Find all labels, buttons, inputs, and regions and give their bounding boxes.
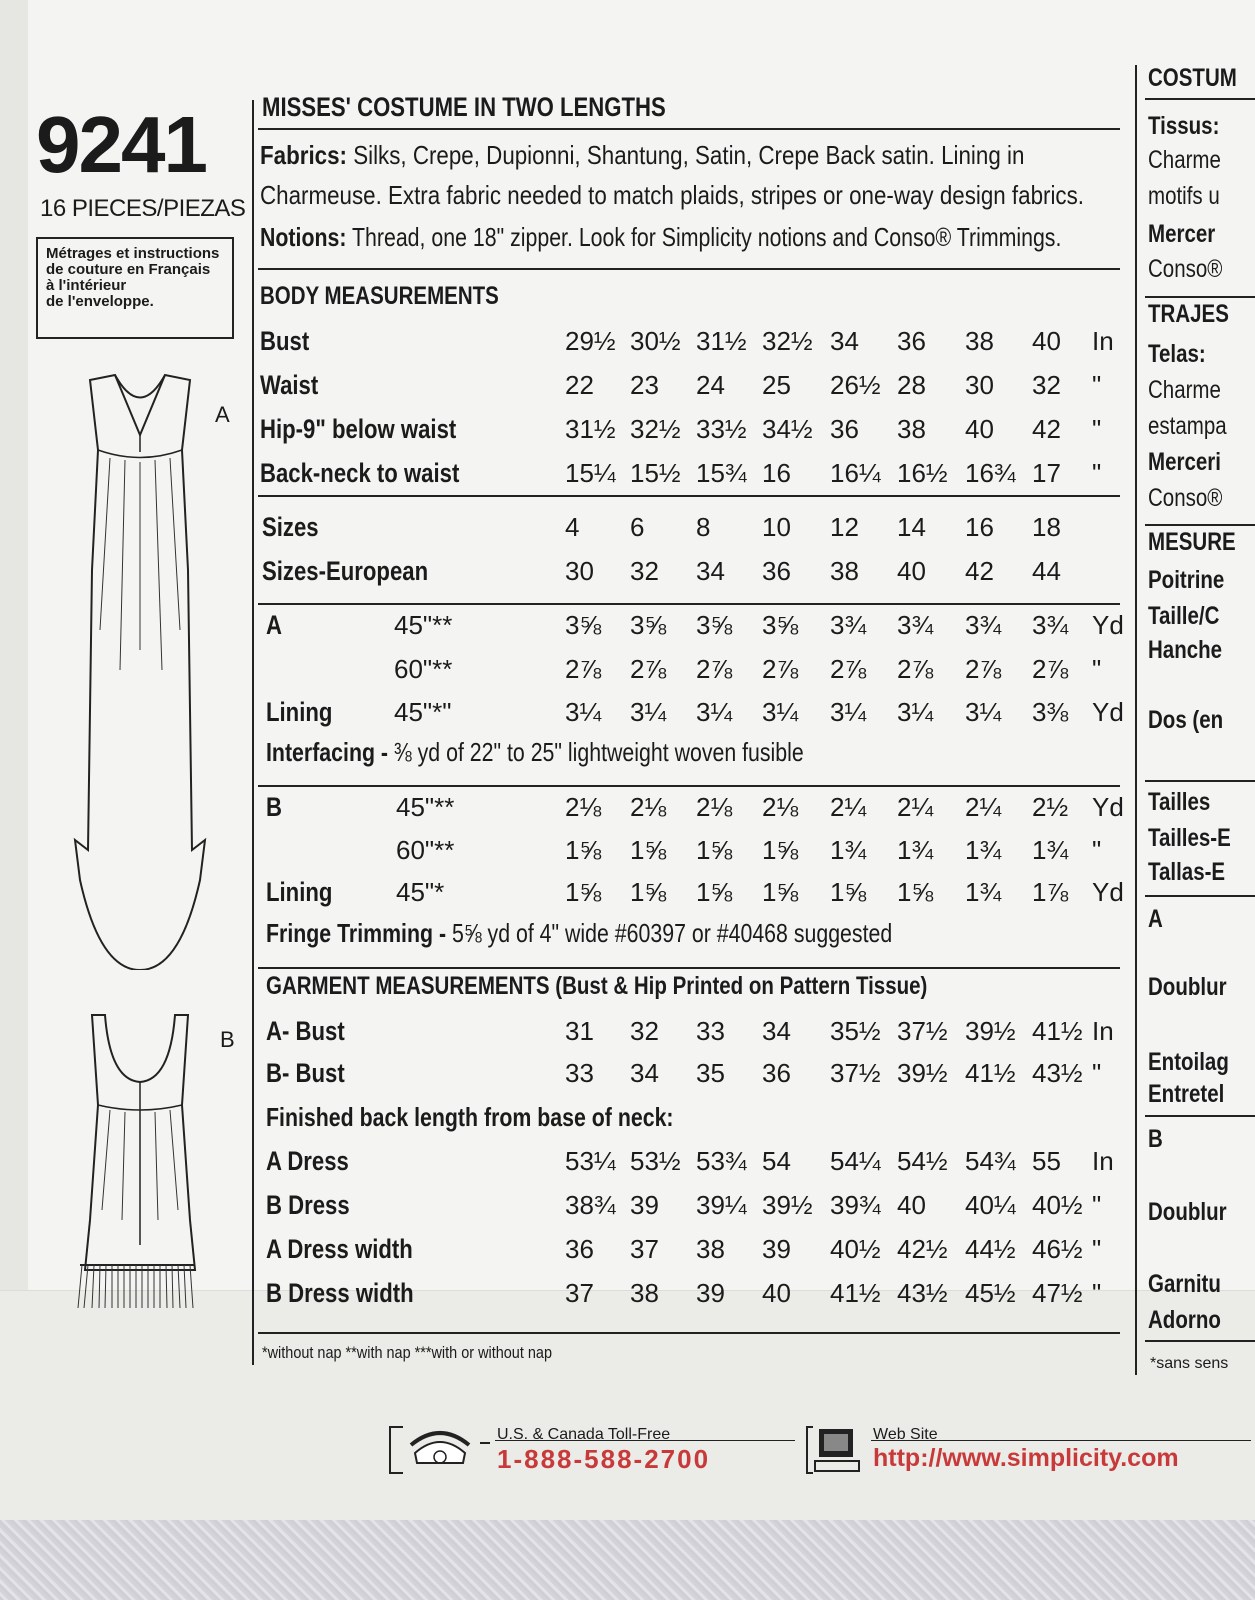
table-cell: 34: [762, 1016, 791, 1046]
table-cell: 32½: [762, 326, 813, 356]
table-cell: 40: [897, 1190, 926, 1220]
table-cell: 3¾: [965, 610, 1002, 640]
background-surface: [0, 1520, 1255, 1600]
table-cell: 2¼: [897, 792, 934, 822]
right-column-text: Hanche: [1148, 636, 1223, 664]
table-cell: 3¼: [897, 697, 934, 727]
row-label: A Dress: [266, 1146, 349, 1176]
table-cell: 2⅞: [630, 654, 667, 684]
unit-label: ": [1092, 458, 1102, 488]
table-cell: 36: [830, 414, 859, 444]
table-cell: 53¾: [696, 1146, 747, 1176]
right-column-text: Mercer: [1148, 220, 1216, 248]
table-cell: 1¾: [965, 835, 1002, 865]
right-footnote: *sans sens: [1150, 1355, 1229, 1372]
table-cell: 12: [830, 512, 859, 542]
table-cell: 28: [897, 370, 926, 400]
right-column-text: Entretel: [1148, 1080, 1225, 1108]
table-cell: 1⅞: [1032, 877, 1069, 907]
row-label: B Dress: [266, 1190, 350, 1220]
row-label: Sizes: [262, 512, 319, 542]
table-cell: 39½: [965, 1016, 1016, 1046]
table-cell: 42: [965, 556, 994, 586]
table-cell: 1⅝: [565, 877, 602, 907]
fabrics-line-1: Fabrics: Silks, Crepe, Dupionni, Shantung, Satin, Crepe Back satin. Lining in: [260, 140, 1025, 170]
toll-free-number[interactable]: 1-888-588-2700: [497, 1444, 711, 1474]
table-cell: 2⅛: [696, 792, 733, 822]
table-cell: 33: [565, 1058, 594, 1088]
row-label: Bust: [260, 326, 310, 356]
table-cell: 40¼: [965, 1190, 1016, 1220]
table-cell: 2⅞: [1032, 654, 1069, 684]
fabric-width: 60"**: [394, 654, 453, 684]
table-cell: 40: [965, 414, 994, 444]
table-cell: 1¾: [965, 877, 1002, 907]
web-site-label: Web Site: [873, 1426, 938, 1443]
table-cell: 54: [762, 1146, 791, 1176]
table-cell: 54¾: [965, 1146, 1016, 1176]
website-contact: [805, 1418, 1255, 1488]
body-measurements-heading: BODY MEASUREMENTS: [260, 282, 499, 310]
nap-footnote: *without nap **with nap ***with or without nap: [262, 1343, 552, 1362]
row-label: Hip-9" below waist: [260, 414, 457, 444]
table-cell: 30½: [630, 326, 681, 356]
unit-label: ": [1092, 1058, 1102, 1088]
table-cell: 2⅛: [630, 792, 667, 822]
unit-label: Yd: [1092, 697, 1124, 727]
table-cell: 2⅛: [565, 792, 602, 822]
table-cell: 30: [565, 556, 594, 586]
unit-label: ": [1092, 414, 1102, 444]
table-cell: 2⅛: [762, 792, 799, 822]
pattern-title: MISSES' COSTUME IN TWO LENGTHS: [262, 92, 666, 122]
table-cell: 1⅝: [696, 835, 733, 865]
table-cell: 44½: [965, 1234, 1016, 1264]
view-a-dress-sketch: [70, 370, 210, 970]
column-divider-right: [1135, 65, 1137, 1375]
table-cell: 4: [565, 512, 580, 542]
table-cell: 37½: [830, 1058, 881, 1088]
table-cell: 17: [1032, 458, 1061, 488]
view-b-dress-sketch: [70, 1010, 210, 1310]
pieces-count: 16 PIECES/PIEZAS: [40, 195, 246, 222]
french-instructions-note: Métrages et instructions de couture en Français à l'intérieur de l'enveloppe.: [36, 237, 234, 339]
table-cell: 39¾: [830, 1190, 881, 1220]
table-cell: 54½: [897, 1146, 948, 1176]
table-cell: 16¾: [965, 458, 1016, 488]
right-column-text: B: [1148, 1125, 1163, 1153]
table-cell: 15½: [630, 458, 681, 488]
table-cell: 45½: [965, 1278, 1016, 1308]
table-cell: 40: [762, 1278, 791, 1308]
table-cell: 37: [565, 1278, 594, 1308]
right-column-text: Telas:: [1148, 340, 1206, 368]
row-label: Lining: [266, 697, 333, 727]
table-cell: 37½: [897, 1016, 948, 1046]
table-cell: 3⅜: [1032, 697, 1069, 727]
table-cell: 32½: [630, 414, 681, 444]
table-cell: 32: [630, 556, 659, 586]
unit-label: In: [1092, 1146, 1114, 1176]
table-cell: 47½: [1032, 1278, 1083, 1308]
table-cell: 2¼: [965, 792, 1002, 822]
table-cell: 42½: [897, 1234, 948, 1264]
table-cell: 8: [696, 512, 711, 542]
row-label: Sizes-European: [262, 556, 429, 586]
telephone-icon: [385, 1423, 495, 1478]
table-cell: 2½: [1032, 792, 1069, 822]
table-cell: 38¾: [565, 1190, 616, 1220]
unit-label: Yd: [1092, 792, 1124, 822]
table-cell: 2⅞: [565, 654, 602, 684]
right-column-text: Tissus:: [1148, 112, 1220, 140]
table-cell: 53¼: [565, 1146, 616, 1176]
toll-free-contact: [385, 1418, 805, 1488]
row-label: A- Bust: [266, 1016, 345, 1046]
fabric-width: 45"**: [394, 610, 453, 640]
table-cell: 16: [965, 512, 994, 542]
row-label: B: [266, 792, 282, 822]
table-cell: 40½: [830, 1234, 881, 1264]
row-label: Lining: [266, 877, 333, 907]
view-b-label: B: [220, 1027, 235, 1052]
unit-label: ": [1092, 1234, 1102, 1264]
table-cell: 10: [762, 512, 791, 542]
fringe-trimming-line: Fringe Trimming - 5⅝ yd of 4" wide #60397 or #40468 suggested: [266, 918, 893, 948]
unit-label: ": [1092, 654, 1102, 684]
table-cell: 1⅝: [762, 877, 799, 907]
right-column-text: motifs u: [1148, 182, 1220, 210]
table-cell: 1⅝: [565, 835, 602, 865]
table-cell: 3¼: [630, 697, 667, 727]
row-label: B- Bust: [266, 1058, 345, 1088]
table-cell: 40½: [1032, 1190, 1083, 1220]
table-cell: 14: [897, 512, 926, 542]
table-cell: 33: [696, 1016, 725, 1046]
unit-label: Yd: [1092, 610, 1124, 640]
right-column-text: Doublur: [1148, 1198, 1227, 1226]
row-label: Waist: [260, 370, 319, 400]
table-cell: 38: [965, 326, 994, 356]
table-cell: 1⅝: [696, 877, 733, 907]
table-cell: 2⅞: [965, 654, 1002, 684]
table-cell: 33½: [696, 414, 747, 444]
table-cell: 2⅞: [696, 654, 733, 684]
right-column-text: Tailles: [1148, 788, 1211, 816]
unit-label: ": [1092, 835, 1102, 865]
table-cell: 2⅞: [830, 654, 867, 684]
web-site-url[interactable]: http://www.simplicity.com: [873, 1444, 1179, 1472]
table-cell: 31½: [565, 414, 616, 444]
table-cell: 1⅝: [830, 877, 867, 907]
right-column-text: Poitrine: [1148, 566, 1225, 594]
table-cell: 6: [630, 512, 645, 542]
unit-label: ": [1092, 370, 1102, 400]
right-column-text: Taille/C: [1148, 602, 1220, 630]
table-cell: 36: [762, 1058, 791, 1088]
table-cell: 41½: [830, 1278, 881, 1308]
unit-label: Yd: [1092, 877, 1124, 907]
table-cell: 1⅝: [762, 835, 799, 865]
table-cell: 36: [762, 556, 791, 586]
pattern-number: 9241: [36, 100, 206, 189]
table-cell: 39: [630, 1190, 659, 1220]
right-column-text: Garnitu: [1148, 1270, 1221, 1298]
table-cell: 34: [696, 556, 725, 586]
table-cell: 53½: [630, 1146, 681, 1176]
table-cell: 3⅝: [565, 610, 602, 640]
table-cell: 22: [565, 370, 594, 400]
table-cell: 44: [1032, 556, 1061, 586]
table-cell: 31: [565, 1016, 594, 1046]
table-cell: 25: [762, 370, 791, 400]
table-cell: 41½: [1032, 1016, 1083, 1046]
garment-measurements-heading: GARMENT MEASUREMENTS (Bust & Hip Printed on Pattern Tissue): [266, 972, 928, 1000]
table-cell: 1¾: [897, 835, 934, 865]
right-column-text: Charme: [1148, 146, 1221, 174]
table-cell: 34: [830, 326, 859, 356]
table-cell: 40: [897, 556, 926, 586]
table-cell: 39¼: [696, 1190, 747, 1220]
table-cell: 18: [1032, 512, 1061, 542]
table-cell: 3¼: [762, 697, 799, 727]
row-label: Back-neck to waist: [260, 458, 460, 488]
unit-label: ": [1092, 1190, 1102, 1220]
table-cell: 37: [630, 1234, 659, 1264]
table-cell: 3¾: [1032, 610, 1069, 640]
table-cell: 39½: [897, 1058, 948, 1088]
table-cell: 3¾: [830, 610, 867, 640]
table-cell: 32: [630, 1016, 659, 1046]
fabric-width: 45"*: [396, 877, 445, 907]
table-cell: 3⅝: [762, 610, 799, 640]
table-cell: 35½: [830, 1016, 881, 1046]
right-column-text: Conso®: [1148, 255, 1223, 283]
right-column-text: Tailles-E: [1148, 824, 1231, 852]
row-label: B Dress width: [266, 1278, 414, 1308]
right-column-text: MESURE: [1148, 528, 1236, 556]
table-cell: 32: [1032, 370, 1061, 400]
right-column-text: Conso®: [1148, 484, 1223, 512]
table-cell: 23: [630, 370, 659, 400]
table-cell: 26½: [830, 370, 881, 400]
table-cell: 30: [965, 370, 994, 400]
right-column-text: Merceri: [1148, 448, 1221, 476]
right-column-text: Doublur: [1148, 973, 1227, 1001]
fabric-width: 45"**: [396, 792, 455, 822]
table-cell: 2⅞: [897, 654, 934, 684]
right-column-text: A: [1148, 905, 1163, 933]
table-cell: 43½: [897, 1278, 948, 1308]
table-cell: 16½: [897, 458, 948, 488]
table-cell: 15¼: [565, 458, 616, 488]
table-cell: 24: [696, 370, 725, 400]
row-label: A Dress width: [266, 1234, 413, 1264]
table-cell: 54¼: [830, 1146, 881, 1176]
fabrics-line-2: Charmeuse. Extra fabric needed to match plaids, stripes or one-way design fabrics.: [260, 180, 1085, 210]
table-cell: 3¼: [965, 697, 1002, 727]
right-column-text: COSTUM: [1148, 64, 1237, 92]
table-cell: 34: [630, 1058, 659, 1088]
table-cell: 38: [830, 556, 859, 586]
table-cell: 1⅝: [897, 877, 934, 907]
table-cell: 41½: [965, 1058, 1016, 1088]
table-cell: 39: [762, 1234, 791, 1264]
view-a-label: A: [215, 402, 230, 427]
table-cell: 36: [897, 326, 926, 356]
table-cell: 2¼: [830, 792, 867, 822]
table-cell: 3¼: [830, 697, 867, 727]
table-cell: 3¾: [897, 610, 934, 640]
table-cell: 39: [696, 1278, 725, 1308]
table-cell: 43½: [1032, 1058, 1083, 1088]
table-cell: 38: [630, 1278, 659, 1308]
table-cell: 1¾: [830, 835, 867, 865]
table-cell: 42: [1032, 414, 1061, 444]
table-cell: 40: [1032, 326, 1061, 356]
fabric-width: 45"*": [394, 697, 452, 727]
toll-free-label: U.S. & Canada Toll-Free: [497, 1426, 671, 1443]
table-cell: 55: [1032, 1146, 1061, 1176]
table-cell: 3¼: [696, 697, 733, 727]
row-label: A: [266, 610, 282, 640]
right-column-text: Tallas-E: [1148, 858, 1226, 886]
finished-length-heading: Finished back length from base of neck:: [266, 1102, 674, 1132]
table-cell: 34½: [762, 414, 813, 444]
computer-icon: [805, 1423, 867, 1478]
table-cell: 39½: [762, 1190, 813, 1220]
right-column-text: Adorno: [1148, 1306, 1221, 1334]
unit-label: ": [1092, 1278, 1102, 1308]
right-column-text: Charme: [1148, 376, 1221, 404]
table-cell: 16¼: [830, 458, 881, 488]
table-cell: 35: [696, 1058, 725, 1088]
table-cell: 15¾: [696, 458, 747, 488]
right-column-text: estampa: [1148, 412, 1227, 440]
table-cell: 3⅝: [630, 610, 667, 640]
right-column-text: TRAJES: [1148, 300, 1229, 328]
table-cell: 29½: [565, 326, 616, 356]
table-cell: 1⅝: [630, 835, 667, 865]
fabric-width: 60"**: [396, 835, 455, 865]
right-column-text: Entoilag: [1148, 1048, 1229, 1076]
table-cell: 1⅝: [630, 877, 667, 907]
table-cell: 38: [696, 1234, 725, 1264]
unit-label: In: [1092, 326, 1114, 356]
column-divider: [252, 100, 254, 1365]
table-cell: 38: [897, 414, 926, 444]
interfacing-line: Interfacing - ⅜ yd of 22" to 25" lightweight woven fusible: [266, 737, 804, 767]
table-cell: 1¾: [1032, 835, 1069, 865]
table-cell: 3¼: [565, 697, 602, 727]
unit-label: In: [1092, 1016, 1114, 1046]
table-cell: 31½: [696, 326, 747, 356]
table-cell: 36: [565, 1234, 594, 1264]
right-column-text: Dos (en: [1148, 706, 1224, 734]
table-cell: 3⅝: [696, 610, 733, 640]
notions-line: Notions: Thread, one 18" zipper. Look for Simplicity notions and Conso® Trimmings.: [260, 222, 1062, 252]
table-cell: 16: [762, 458, 791, 488]
table-cell: 46½: [1032, 1234, 1083, 1264]
table-cell: 2⅞: [762, 654, 799, 684]
